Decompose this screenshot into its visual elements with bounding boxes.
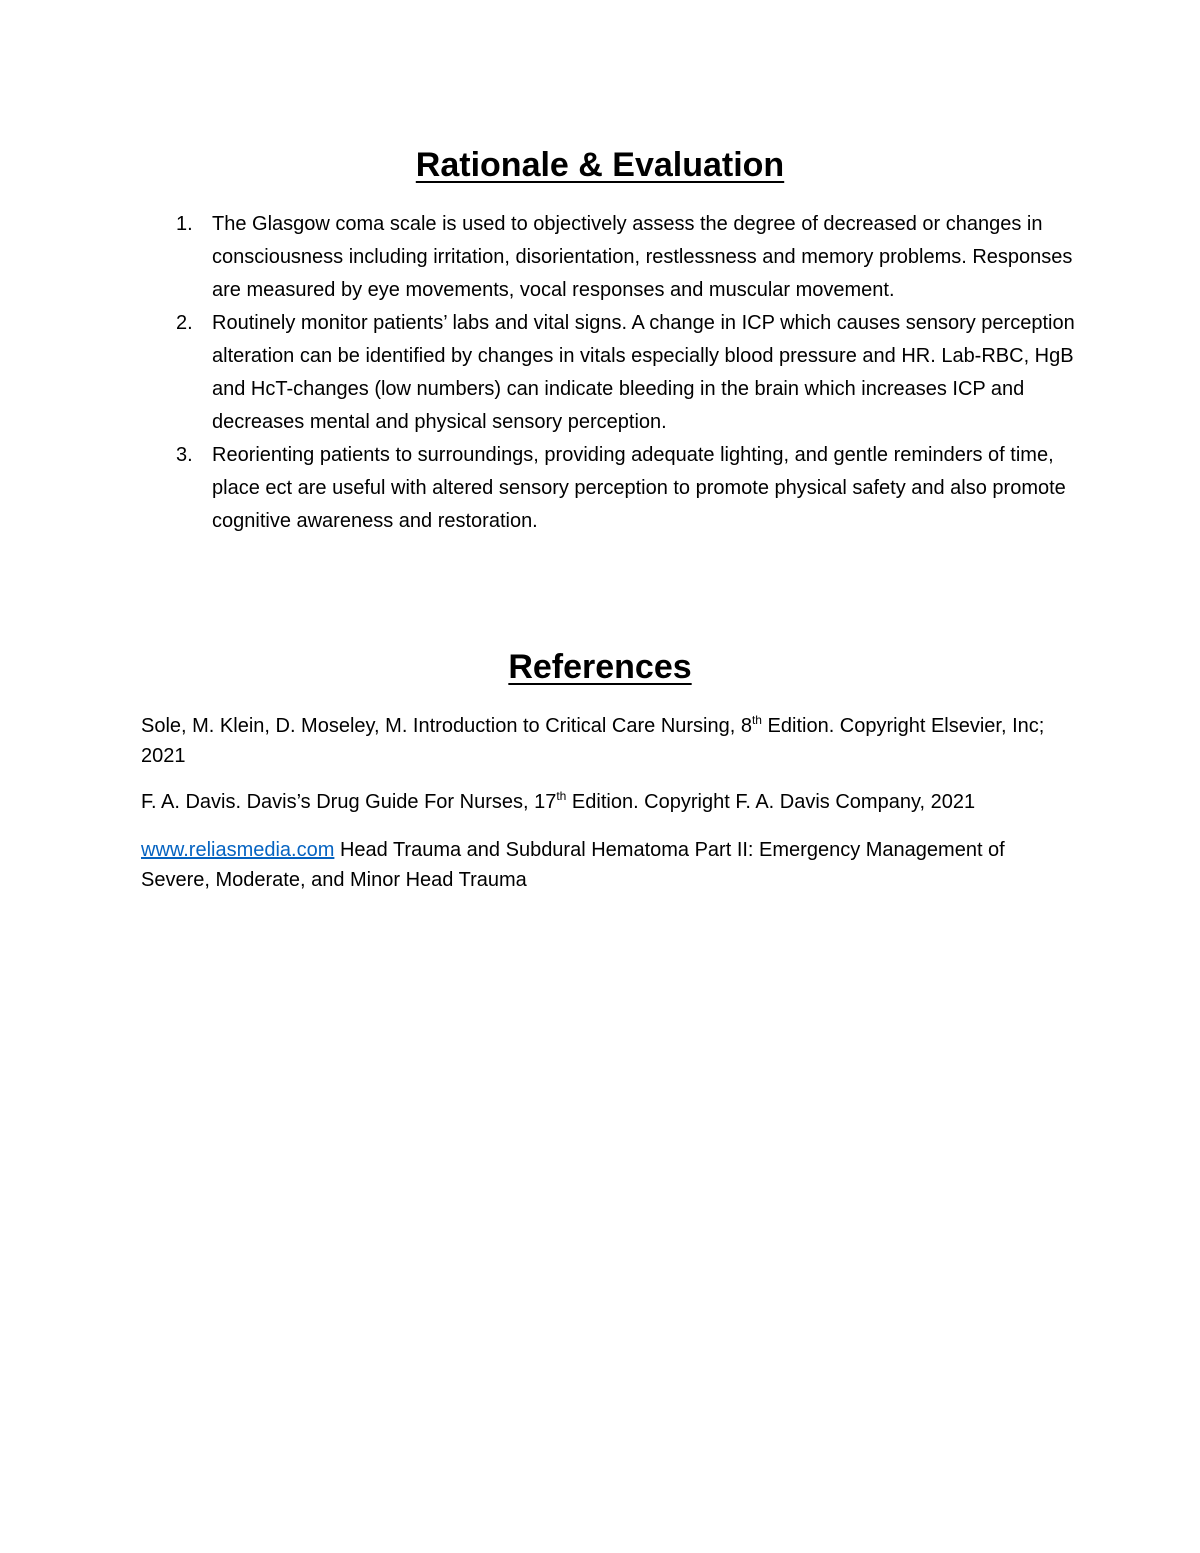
rationale-heading: Rationale & Evaluation (415, 146, 785, 184)
reference-entry (141, 787, 1061, 817)
list-item (176, 208, 1076, 307)
reference-entry (141, 835, 1061, 895)
list-item-text: Routinely monitor patients’ labs and vital signs. A change in ICP which causes sensory perception alteration can be identified by changes in vitals especially blood pressure and HR. Lab-RBC, HgB and HcT-changes (low numbers) can indicate bleeding in the brain which increases ICP and decreases mental and physical sensory perception. (212, 312, 1075, 433)
list-item (176, 439, 1076, 538)
reliasmedia-link[interactable]: www.reliasmedia.com (141, 839, 335, 861)
reference-text: Sole, M. Klein, D. Moseley, M. Introduction to Critical Care Nursing, 8 (141, 715, 752, 737)
list-item-number: 3. (176, 444, 193, 466)
rationale-list (176, 208, 1076, 538)
reference-text: F. A. Davis. Davis’s Drug Guide For Nurses, 17 (141, 791, 557, 813)
reference-entry (141, 711, 1061, 771)
list-item-number: 2. (176, 312, 193, 334)
reference-text: Head Trauma and Subdural Hematoma Part II: Emergency Management of Severe, Moderate, and Minor Head Trauma (141, 839, 1005, 891)
superscript: th (556, 789, 567, 803)
reference-text: Edition. Copyright Elsevier, Inc; 2021 (141, 715, 1045, 767)
reference-text: Edition. Copyright F. A. Davis Company, 2021 (566, 791, 976, 813)
list-item-number: 1. (176, 213, 193, 235)
list-item-text: Reorienting patients to surroundings, providing adequate lighting, and gentle reminders of time, place ect are useful with altered sensory perception to promote physical safety and also promote cognitive awareness and restoration. (212, 444, 1066, 532)
superscript: th (751, 713, 762, 727)
list-item-text: The Glasgow coma scale is used to objectively assess the degree of decreased or changes in consciousness including irritation, disorientation, restlessness and memory problems. Responses are measured by eye movements, vocal responses and muscular movement. (212, 213, 1073, 301)
list-item (176, 307, 1076, 439)
references-heading: References (508, 648, 692, 686)
